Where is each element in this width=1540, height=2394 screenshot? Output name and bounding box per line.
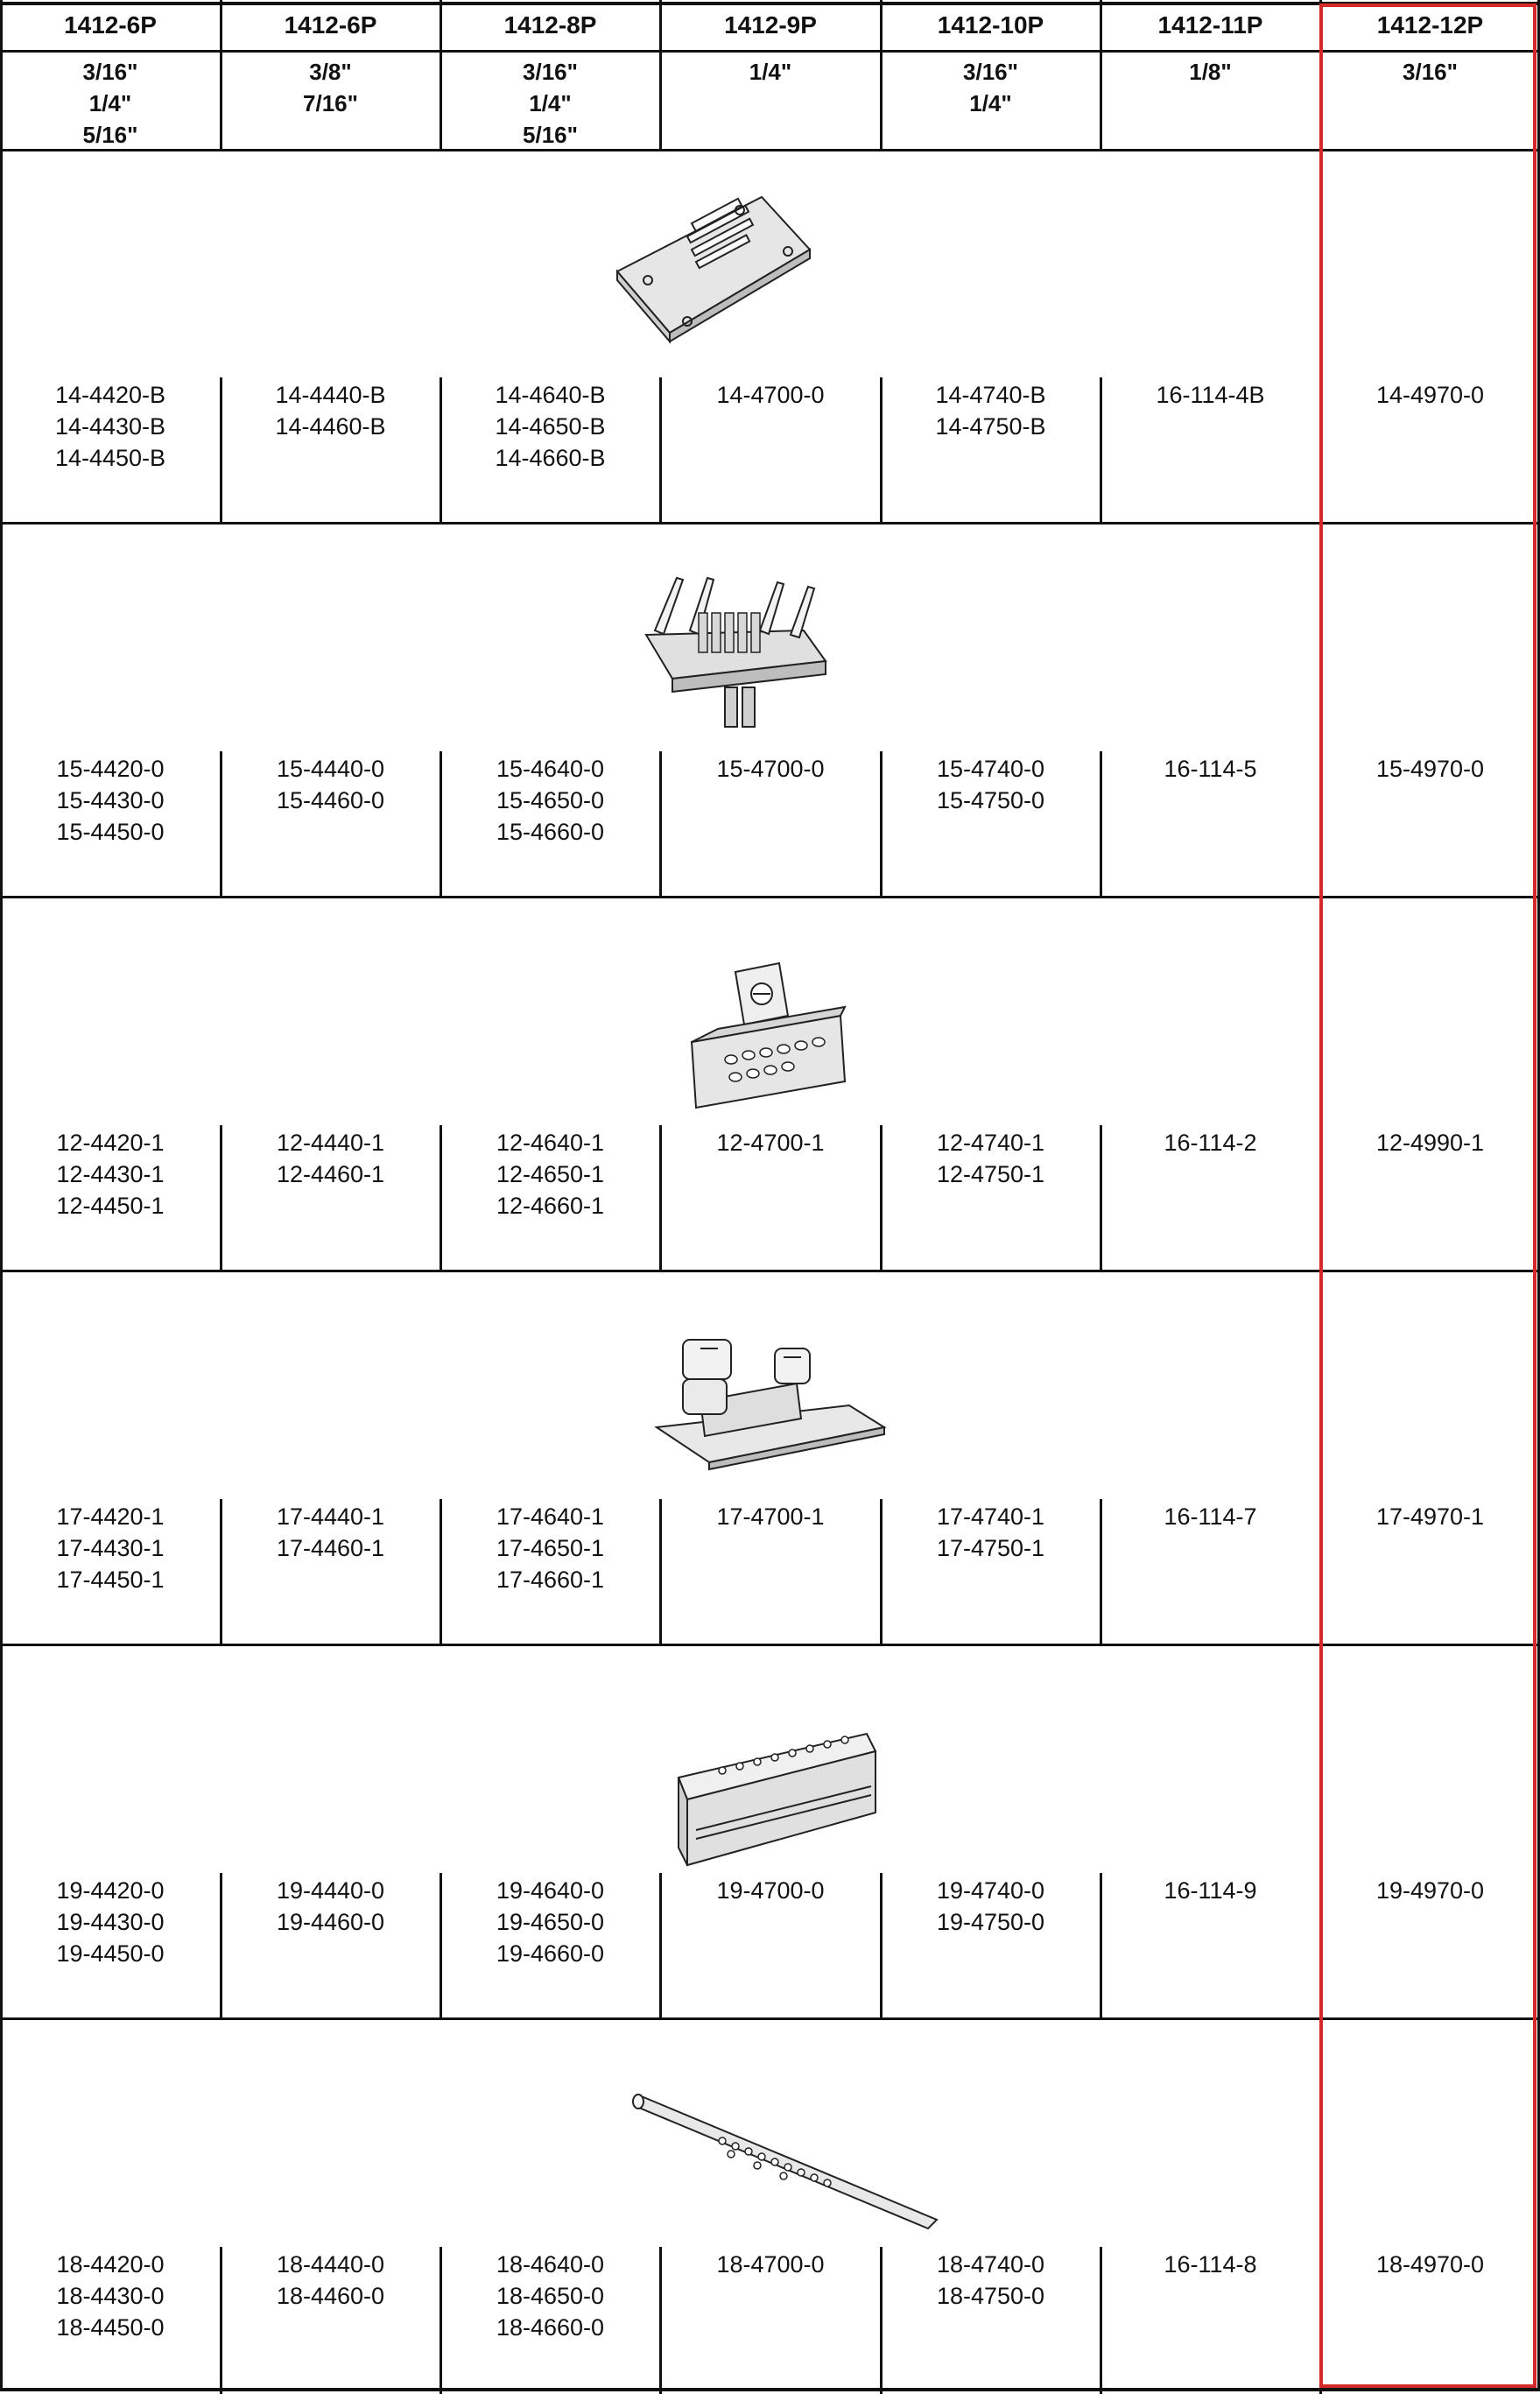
part-number: 15-4450-0 xyxy=(56,819,165,845)
part-number: 18-4460-0 xyxy=(276,2283,385,2309)
column-divider xyxy=(439,0,442,151)
part-number-cell xyxy=(660,1127,881,1158)
size-list xyxy=(881,51,1101,151)
part-number: 15-4660-0 xyxy=(496,819,605,845)
part-number: 18-4450-0 xyxy=(56,2314,165,2341)
size-list xyxy=(0,51,221,151)
part-number: 16-114-7 xyxy=(1164,1503,1257,1530)
part-number: 17-4660-1 xyxy=(496,1567,605,1593)
row-divider xyxy=(0,1270,1540,1272)
part-number: 14-4420-B xyxy=(54,382,166,408)
part-number-cell xyxy=(0,379,221,474)
part-number-cell xyxy=(1320,2249,1540,2280)
part-number: 19-4440-0 xyxy=(276,1877,385,1904)
part-number: 19-4460-0 xyxy=(276,1909,385,1935)
column-divider xyxy=(880,0,883,151)
part-number: 18-4420-0 xyxy=(56,2251,165,2278)
size-value: 1/4" xyxy=(88,90,132,116)
model-header: 1412-10P xyxy=(937,11,1044,39)
part-number-cell xyxy=(1101,1127,1320,1158)
part-number: 12-4640-1 xyxy=(496,1130,605,1156)
part-number: 19-4640-0 xyxy=(496,1877,605,1904)
part-number: 18-4430-0 xyxy=(56,2283,165,2309)
part-number-cell xyxy=(221,379,440,442)
part-number: 19-4450-0 xyxy=(56,1940,165,1967)
part-number: 16-114-9 xyxy=(1164,1877,1257,1904)
part-number: 14-4750-B xyxy=(935,413,1046,440)
size-value: 3/16" xyxy=(523,59,578,85)
part-number: 17-4420-1 xyxy=(56,1503,165,1530)
model-header: 1412-6P xyxy=(284,11,377,39)
part-number-cell xyxy=(1320,753,1540,785)
part-number: 14-4460-B xyxy=(275,413,386,440)
part-number-cell xyxy=(221,1127,440,1190)
part-number: 12-4430-1 xyxy=(56,1161,165,1187)
part-number: 15-4460-0 xyxy=(276,787,385,813)
part-number-cell xyxy=(0,753,221,848)
size-value: 3/8" xyxy=(309,59,352,85)
part-number-cell xyxy=(221,753,440,816)
presser-foot-illustration xyxy=(648,1322,893,1484)
part-number: 19-4430-0 xyxy=(56,1909,165,1935)
part-number: 19-4650-0 xyxy=(496,1909,605,1935)
model-header: 1412-6P xyxy=(64,11,157,39)
part-number-cell xyxy=(0,1127,221,1222)
model-header: 1412-9P xyxy=(724,11,817,39)
part-number: 14-4740-B xyxy=(935,382,1046,408)
part-number-cell xyxy=(221,1501,440,1564)
size-list xyxy=(221,51,440,151)
part-number: 15-4650-0 xyxy=(496,787,605,813)
part-number-cell xyxy=(221,1875,440,1938)
size-value: 1/4" xyxy=(529,90,572,116)
part-number-cell xyxy=(440,2249,660,2343)
part-number: 15-4700-0 xyxy=(716,756,825,782)
column-divider xyxy=(659,0,662,151)
row-divider xyxy=(0,2388,1540,2391)
part-number: 14-4650-B xyxy=(495,413,606,440)
size-value: 1/4" xyxy=(969,90,1012,116)
part-number: 19-4750-0 xyxy=(936,1909,1045,1935)
spreader-rod-illustration xyxy=(626,2088,941,2250)
part-number: 18-4440-0 xyxy=(276,2251,385,2278)
model-header: 1412-11P xyxy=(1157,11,1263,39)
part-number: 19-4660-0 xyxy=(496,1940,605,1967)
part-number-cell xyxy=(881,1501,1101,1564)
size-value: 7/16" xyxy=(303,90,358,116)
part-number: 14-4970-0 xyxy=(1375,382,1485,408)
part-number-cell xyxy=(1101,379,1320,411)
row-divider xyxy=(0,522,1540,525)
part-number-cell xyxy=(660,753,881,785)
part-number-cell xyxy=(881,753,1101,816)
part-number: 12-4440-1 xyxy=(276,1130,385,1156)
part-number: 19-4970-0 xyxy=(1375,1877,1485,1904)
size-list xyxy=(440,51,660,151)
row-divider xyxy=(0,149,1540,151)
row-divider xyxy=(0,1644,1540,1646)
part-number-cell xyxy=(1101,753,1320,785)
part-number: 12-4420-1 xyxy=(56,1130,165,1156)
part-number-cell xyxy=(660,2249,881,2280)
highlight-column-box xyxy=(1319,4,1536,2388)
part-number: 18-4660-0 xyxy=(496,2314,605,2341)
row-divider xyxy=(0,2017,1540,2020)
part-number-cell xyxy=(660,379,881,411)
part-number: 14-4640-B xyxy=(495,382,606,408)
looper-holder-illustration xyxy=(661,1716,889,1887)
row-divider xyxy=(0,50,1540,53)
part-number: 17-4450-1 xyxy=(56,1567,165,1593)
part-number-cell xyxy=(1101,1501,1320,1532)
needle-clamp-illustration xyxy=(683,954,858,1134)
part-number-cell xyxy=(881,1127,1101,1190)
part-number: 17-4440-1 xyxy=(276,1503,385,1530)
column-divider xyxy=(1100,0,1102,151)
part-number: 18-4970-0 xyxy=(1375,2251,1485,2278)
part-number: 17-4650-1 xyxy=(496,1535,605,1561)
part-number: 14-4660-B xyxy=(495,445,606,471)
part-number: 19-4420-0 xyxy=(56,1877,165,1904)
part-number: 19-4700-0 xyxy=(716,1877,825,1904)
part-number: 19-4740-0 xyxy=(936,1877,1045,1904)
part-number: 14-4700-0 xyxy=(716,382,825,408)
part-number-cell xyxy=(1101,1875,1320,1906)
part-number-cell xyxy=(1101,2249,1320,2280)
size-value: 3/16" xyxy=(963,59,1018,85)
row-divider xyxy=(0,2,1540,5)
part-number: 12-4450-1 xyxy=(56,1193,165,1219)
part-number: 15-4970-0 xyxy=(1375,756,1485,782)
size-list xyxy=(1320,51,1540,151)
size-list xyxy=(660,51,881,151)
part-number: 16-114-5 xyxy=(1164,756,1257,782)
part-number: 12-4460-1 xyxy=(276,1161,385,1187)
part-number-cell xyxy=(1320,1127,1540,1158)
part-number: 14-4440-B xyxy=(275,382,386,408)
part-number-cell xyxy=(1320,379,1540,411)
model-header: 1412-12P xyxy=(1376,11,1484,39)
part-number-cell xyxy=(440,1875,660,1969)
part-number: 18-4750-0 xyxy=(936,2283,1045,2309)
column-divider xyxy=(220,0,222,151)
part-number: 12-4700-1 xyxy=(716,1130,825,1156)
part-number: 16-114-4B xyxy=(1156,382,1265,408)
size-value: 3/16" xyxy=(1403,59,1458,85)
part-number: 12-4660-1 xyxy=(496,1193,605,1219)
part-number-cell xyxy=(221,2249,440,2312)
part-number-cell xyxy=(440,379,660,474)
row-divider xyxy=(0,896,1540,898)
part-number-cell xyxy=(0,1501,221,1595)
part-number: 17-4640-1 xyxy=(496,1503,605,1530)
part-number-cell xyxy=(881,379,1101,442)
part-number-cell xyxy=(881,1875,1101,1938)
part-number: 18-4700-0 xyxy=(716,2251,825,2278)
part-number: 12-4750-1 xyxy=(936,1161,1045,1187)
size-value: 5/16" xyxy=(523,122,578,148)
part-number: 15-4430-0 xyxy=(56,787,165,813)
part-number-cell xyxy=(440,1127,660,1222)
part-number: 14-4450-B xyxy=(54,445,166,471)
column-divider xyxy=(1319,0,1322,151)
part-number-cell xyxy=(660,1875,881,1906)
part-number: 15-4740-0 xyxy=(936,756,1045,782)
part-number: 12-4990-1 xyxy=(1375,1130,1485,1156)
part-number: 18-4740-0 xyxy=(936,2251,1045,2278)
size-value: 1/8" xyxy=(1189,59,1232,85)
part-number: 17-4700-1 xyxy=(716,1503,825,1530)
size-value: 3/16" xyxy=(82,59,138,85)
part-number-cell xyxy=(440,1501,660,1595)
size-value: 1/4" xyxy=(749,59,792,85)
part-number: 15-4640-0 xyxy=(496,756,605,782)
part-number: 15-4750-0 xyxy=(936,787,1045,813)
part-number: 18-4640-0 xyxy=(496,2251,605,2278)
part-number: 16-114-2 xyxy=(1164,1130,1257,1156)
part-number-cell xyxy=(1320,1875,1540,1906)
part-number: 14-4430-B xyxy=(54,413,166,440)
part-number: 16-114-8 xyxy=(1164,2251,1257,2278)
part-number-cell xyxy=(1320,1501,1540,1532)
size-list xyxy=(1101,51,1320,151)
part-number: 17-4460-1 xyxy=(276,1535,385,1561)
part-number: 17-4970-1 xyxy=(1375,1503,1485,1530)
part-number: 17-4740-1 xyxy=(936,1503,1045,1530)
part-number-cell xyxy=(881,2249,1101,2312)
model-header: 1412-8P xyxy=(503,11,597,39)
part-number-cell xyxy=(660,1501,881,1532)
part-number: 12-4650-1 xyxy=(496,1161,605,1187)
part-number-cell xyxy=(0,1875,221,1969)
part-number: 12-4740-1 xyxy=(936,1130,1045,1156)
part-number-cell xyxy=(0,2249,221,2343)
part-number: 15-4440-0 xyxy=(276,756,385,782)
part-number: 17-4430-1 xyxy=(56,1535,165,1561)
part-number: 17-4750-1 xyxy=(936,1535,1045,1561)
part-number: 15-4420-0 xyxy=(56,756,165,782)
feed-dog-illustration xyxy=(629,560,839,740)
part-number-cell xyxy=(440,753,660,848)
part-number: 18-4650-0 xyxy=(496,2283,605,2309)
throat-plate-illustration xyxy=(608,188,819,350)
size-value: 5/16" xyxy=(82,122,138,148)
